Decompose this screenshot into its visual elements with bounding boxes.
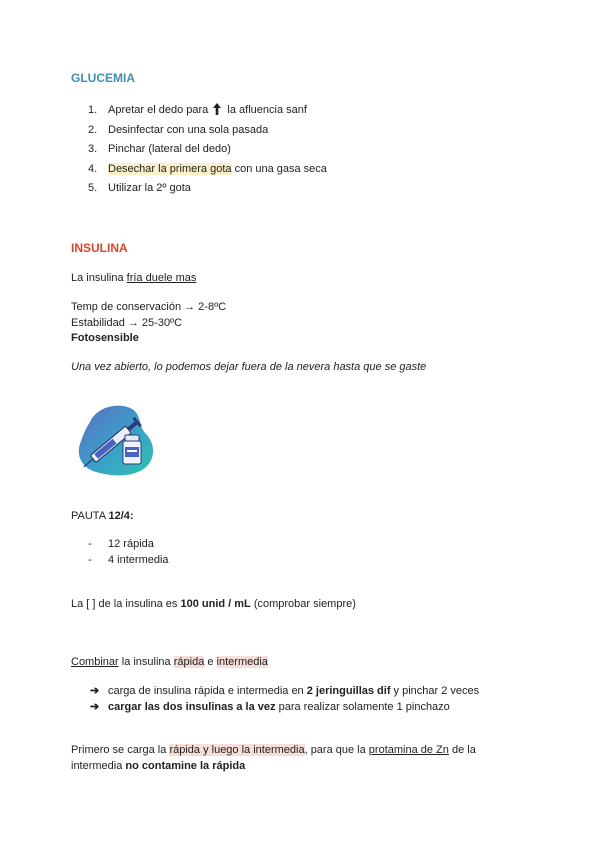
arrow-up-icon: [213, 103, 221, 115]
underlined-text: protamina de Zn: [368, 744, 449, 756]
final-paragraph-line-1: Primero se carga la rápida y luego la intermedia, para que la protamina de Zn de la: [71, 744, 476, 756]
combinar-line: Combinar la insulina rápida e intermedia: [71, 656, 268, 668]
fria-paragraph: La insulina fría duele mas: [71, 272, 197, 284]
underlined-text: fría duele mas: [126, 272, 197, 284]
arrow-right-icon: ➔: [90, 685, 100, 697]
list-item: ➔ carga de insulina rápida e intermedia en 2 jeringuillas dif y pinchar 2 veces: [90, 684, 479, 700]
final-paragraph-line-2: intermedia no contamine la rápida: [71, 760, 246, 772]
arrow-right-icon: ➔: [90, 700, 100, 713]
highlighted-text: rápida: [173, 656, 205, 668]
list-item: 5. Utilizar la 2º gota: [88, 182, 191, 194]
abierto-paragraph: Una vez abierto, lo podemos dejar fuera de la nevera hasta que se gaste: [71, 361, 427, 373]
list-item: 2. Desinfectar con una sola pasada: [88, 123, 269, 136]
list-item: 3. Pinchar (lateral del dedo): [88, 143, 231, 155]
underlined-text: Combinar: [71, 656, 119, 668]
glucemia-heading: GLUCEMIA: [71, 71, 135, 85]
highlighted-text: Desechar la primera gota: [108, 162, 232, 175]
estabilidad-line: Estabilidad → 25-30ºC: [71, 317, 183, 329]
list-item: - 12 rápida: [88, 538, 154, 550]
glucemia-steps-list: [88, 101, 327, 199]
list-item: 1. Apretar el dedo para la afluencia sanf: [88, 104, 307, 116]
insulin-syringe-vial-icon: [72, 400, 158, 478]
highlighted-text: intermedia: [216, 656, 268, 668]
highlighted-text: rápida y luego la intermedia: [169, 744, 305, 756]
temp-line: Temp de conservación → 2-8ºC: [71, 301, 227, 313]
insulina-heading: INSULINA: [71, 241, 128, 255]
concentracion-line: La [ ] de la insulina es 100 unid / mL (comprobar siempre): [71, 598, 356, 610]
pauta-list: [88, 537, 169, 568]
pauta-line: PAUTA 12/4:: [71, 510, 134, 522]
list-item: - 4 intermedia: [88, 553, 169, 566]
list-item: ➔ cargar las dos insulinas a la vez para realizar solamente 1 pinchazo: [90, 700, 479, 716]
list-item: 4. Desechar la primera gota con una gasa seca: [88, 162, 327, 175]
fotosensible-line: Fotosensible: [71, 332, 139, 344]
combinar-options-list: [90, 684, 479, 715]
